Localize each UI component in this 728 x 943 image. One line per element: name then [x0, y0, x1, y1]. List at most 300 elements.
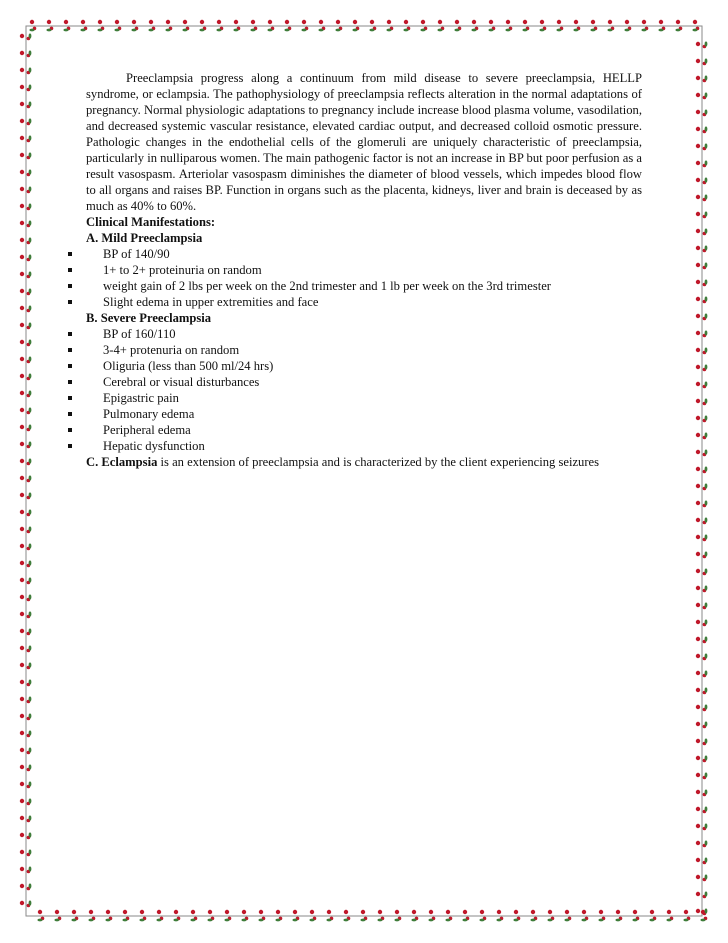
berry-icon	[548, 910, 552, 914]
berry-icon	[20, 629, 24, 633]
leaf-icon	[29, 781, 32, 786]
berry-icon	[20, 816, 24, 820]
leaf-icon	[683, 919, 688, 922]
leaf-icon	[705, 602, 708, 607]
leaf-icon	[705, 721, 708, 726]
leaf-icon	[705, 534, 708, 539]
leaf-icon	[539, 29, 544, 32]
berry-icon	[696, 671, 700, 675]
berry-icon	[696, 841, 700, 845]
leaf-icon	[581, 919, 586, 922]
leaf-icon	[705, 891, 708, 896]
berry-icon	[696, 552, 700, 556]
berry-icon	[696, 467, 700, 471]
leaf-icon	[29, 33, 32, 38]
leaf-icon	[29, 594, 32, 599]
leaf-icon	[488, 29, 493, 32]
leaf-icon	[29, 458, 32, 463]
berry-icon	[696, 620, 700, 624]
leaf-icon	[386, 29, 391, 32]
berry-icon	[319, 20, 323, 24]
leaf-icon	[29, 152, 32, 157]
berry-icon	[20, 340, 24, 344]
leaf-icon	[705, 636, 708, 641]
berry-icon	[225, 910, 229, 914]
berry-icon	[696, 722, 700, 726]
berry-icon	[696, 365, 700, 369]
berry-icon	[696, 382, 700, 386]
leaf-icon	[705, 432, 708, 437]
leaf-icon	[29, 203, 32, 208]
leaf-icon	[224, 919, 229, 922]
leaf-icon	[471, 29, 476, 32]
eclampsia-paragraph	[86, 454, 642, 470]
leaf-icon	[29, 67, 32, 72]
leaf-icon	[522, 29, 527, 32]
berry-icon	[20, 884, 24, 888]
berry-icon	[20, 561, 24, 565]
berry-icon	[20, 289, 24, 293]
berry-icon	[276, 910, 280, 914]
berry-icon	[696, 433, 700, 437]
leaf-icon	[29, 883, 32, 888]
berry-icon	[667, 910, 671, 914]
bullet-icon	[68, 396, 72, 400]
intro-paragraph: Preeclampsia progress along a continuum from mild disease to severe preeclampsia, HELLP syndrome, or eclampsia. The pathophysiology of preeclampsia reflects alteration in the normal adaptations of pregnancy. Normal physiologic adaptations to pregnancy include increase blood plasma volume, vasodilation, and decreased systemic vascular resistance, elevated cardiac output, and decreased colloid osmotic pressure. Pathologic changes in the endothelial cells of the glomeruli are uniquely characteristic of preeclampsia, particularly in nulliparous women. The main pathogenic factor is not an increase in BP but poor perfusion as a result vasospasm. Arteriolar vasospasm diminishes the diameter of blood vessels, which impedes blood flow to all organs and raises BP. Function in organs such as the placenta, kidneys, liver and brain is deceased by as much as 40% to 60%.	[86, 71, 642, 213]
berry-icon	[30, 20, 34, 24]
berry-icon	[591, 20, 595, 24]
berry-icon	[106, 910, 110, 914]
leaf-icon	[705, 160, 708, 165]
leaf-icon	[258, 919, 263, 922]
leaf-icon	[199, 29, 204, 32]
berry-icon	[191, 910, 195, 914]
berry-icon	[38, 910, 42, 914]
leaf-icon	[411, 919, 416, 922]
leaf-icon	[705, 738, 708, 743]
berry-icon	[217, 20, 221, 24]
leaf-icon	[190, 919, 195, 922]
leaf-icon	[705, 670, 708, 675]
leaf-icon	[29, 764, 32, 769]
berry-icon	[523, 20, 527, 24]
leaf-icon	[462, 919, 467, 922]
leaf-icon	[309, 919, 314, 922]
berry-icon	[20, 578, 24, 582]
leaf-icon	[233, 29, 238, 32]
leaf-icon	[705, 41, 708, 46]
berry-icon	[302, 20, 306, 24]
mild-preeclampsia-heading: A. Mild Preeclampsia	[86, 231, 203, 245]
leaf-icon	[46, 29, 51, 32]
berry-icon	[20, 272, 24, 276]
berry-icon	[696, 144, 700, 148]
berry-icon	[89, 910, 93, 914]
leaf-icon	[29, 186, 32, 191]
berry-icon	[608, 20, 612, 24]
berry-icon	[20, 442, 24, 446]
leaf-icon	[29, 356, 32, 361]
leaf-icon	[705, 228, 708, 233]
berry-icon	[696, 654, 700, 658]
leaf-icon	[301, 29, 306, 32]
leaf-icon	[641, 29, 646, 32]
leaf-icon	[705, 585, 708, 590]
leaf-icon	[692, 29, 697, 32]
berry-icon	[684, 910, 688, 914]
leaf-icon	[29, 713, 32, 718]
list-item: Peripheral edema	[86, 422, 642, 438]
leaf-icon	[705, 874, 708, 879]
leaf-icon	[284, 29, 289, 32]
leaf-icon	[29, 849, 32, 854]
leaf-icon	[705, 823, 708, 828]
berry-icon	[378, 910, 382, 914]
berry-icon	[696, 280, 700, 284]
leaf-icon	[705, 619, 708, 624]
leaf-icon	[29, 441, 32, 446]
leaf-icon	[705, 330, 708, 335]
berry-icon	[20, 765, 24, 769]
berry-icon	[696, 603, 700, 607]
berry-icon	[696, 705, 700, 709]
berry-icon	[20, 663, 24, 667]
bullet-icon	[68, 332, 72, 336]
berry-icon	[336, 20, 340, 24]
leaf-icon	[29, 492, 32, 497]
berry-icon	[696, 314, 700, 318]
berry-icon	[480, 910, 484, 914]
berry-icon	[696, 875, 700, 879]
berry-icon	[696, 450, 700, 454]
berry-icon	[693, 20, 697, 24]
leaf-icon	[624, 29, 629, 32]
berry-icon	[20, 102, 24, 106]
berry-icon	[696, 773, 700, 777]
leaf-icon	[29, 220, 32, 225]
berry-icon	[696, 76, 700, 80]
leaf-icon	[420, 29, 425, 32]
leaf-icon	[428, 919, 433, 922]
leaf-icon	[403, 29, 408, 32]
list-item: Pulmonary edema	[86, 406, 642, 422]
leaf-icon	[705, 58, 708, 63]
leaf-icon	[705, 840, 708, 845]
leaf-icon	[705, 466, 708, 471]
berry-icon	[696, 348, 700, 352]
leaf-icon	[705, 347, 708, 352]
leaf-icon	[29, 322, 32, 327]
leaf-icon	[564, 919, 569, 922]
leaf-icon	[207, 919, 212, 922]
berry-icon	[72, 910, 76, 914]
bullet-icon	[68, 348, 72, 352]
berry-icon	[565, 910, 569, 914]
berry-icon	[20, 153, 24, 157]
berry-icon	[361, 910, 365, 914]
berry-icon	[446, 910, 450, 914]
berry-icon	[696, 858, 700, 862]
leaf-icon	[556, 29, 561, 32]
berry-icon	[115, 20, 119, 24]
berry-icon	[81, 20, 85, 24]
leaf-icon	[29, 271, 32, 276]
leaf-icon	[29, 84, 32, 89]
berry-icon	[642, 20, 646, 24]
leaf-icon	[54, 919, 59, 922]
berry-icon	[20, 697, 24, 701]
leaf-icon	[705, 908, 708, 913]
list-item: 3-4+ protenuria on random	[86, 342, 642, 358]
berry-icon	[696, 110, 700, 114]
bullet-icon	[68, 364, 72, 368]
leaf-icon	[29, 169, 32, 174]
berry-icon	[696, 569, 700, 573]
berry-icon	[20, 119, 24, 123]
leaf-icon	[156, 919, 161, 922]
berry-icon	[696, 807, 700, 811]
berry-icon	[20, 255, 24, 259]
leaf-icon	[29, 373, 32, 378]
berry-icon	[489, 20, 493, 24]
berry-icon	[696, 263, 700, 267]
leaf-icon	[705, 806, 708, 811]
leaf-icon	[292, 919, 297, 922]
berry-icon	[20, 323, 24, 327]
berry-icon	[310, 910, 314, 914]
leaf-icon	[705, 857, 708, 862]
berry-icon	[696, 739, 700, 743]
leaf-icon	[705, 449, 708, 454]
berry-icon	[497, 910, 501, 914]
berry-icon	[696, 399, 700, 403]
leaf-icon	[705, 177, 708, 182]
leaf-icon	[505, 29, 510, 32]
leaf-icon	[666, 919, 671, 922]
berry-icon	[293, 910, 297, 914]
leaf-icon	[705, 483, 708, 488]
berry-icon	[676, 20, 680, 24]
leaf-icon	[63, 29, 68, 32]
leaf-icon	[29, 645, 32, 650]
berry-icon	[174, 910, 178, 914]
berry-icon	[574, 20, 578, 24]
berry-icon	[463, 910, 467, 914]
leaf-icon	[705, 262, 708, 267]
berry-icon	[696, 501, 700, 505]
leaf-icon	[29, 662, 32, 667]
berry-icon	[55, 910, 59, 914]
berry-icon	[696, 331, 700, 335]
berry-icon	[395, 910, 399, 914]
berry-icon	[696, 688, 700, 692]
leaf-icon	[97, 29, 102, 32]
berry-icon	[387, 20, 391, 24]
berry-icon	[64, 20, 68, 24]
leaf-icon	[352, 29, 357, 32]
berry-icon	[20, 680, 24, 684]
bullet-icon	[68, 444, 72, 448]
leaf-icon	[705, 211, 708, 216]
leaf-icon	[369, 29, 374, 32]
leaf-icon	[649, 919, 654, 922]
berry-icon	[140, 910, 144, 914]
berry-icon	[696, 824, 700, 828]
berry-icon	[20, 731, 24, 735]
berry-icon	[285, 20, 289, 24]
leaf-icon	[29, 526, 32, 531]
berry-icon	[259, 910, 263, 914]
berry-icon	[20, 901, 24, 905]
leaf-icon	[705, 194, 708, 199]
leaf-icon	[530, 919, 535, 922]
berry-icon	[20, 357, 24, 361]
berry-icon	[696, 246, 700, 250]
leaf-icon	[29, 730, 32, 735]
berry-icon	[20, 748, 24, 752]
berry-icon	[242, 910, 246, 914]
leaf-icon	[216, 29, 221, 32]
berry-icon	[20, 612, 24, 616]
berry-icon	[166, 20, 170, 24]
leaf-icon	[607, 29, 612, 32]
severe-preeclampsia-list	[86, 326, 642, 454]
leaf-icon	[80, 29, 85, 32]
leaf-icon	[29, 50, 32, 55]
eclampsia-text: is an extension of preeclampsia and is characterized by the client experiencing seizures	[157, 455, 600, 469]
leaf-icon	[148, 29, 153, 32]
berry-icon	[696, 756, 700, 760]
berry-icon	[696, 93, 700, 97]
leaf-icon	[705, 500, 708, 505]
berry-icon	[531, 910, 535, 914]
berry-icon	[20, 51, 24, 55]
leaf-icon	[29, 101, 32, 106]
leaf-icon	[705, 789, 708, 794]
leaf-icon	[705, 245, 708, 250]
berry-icon	[20, 867, 24, 871]
list-item: Oliguria (less than 500 ml/24 hrs)	[86, 358, 642, 374]
berry-icon	[20, 595, 24, 599]
berry-icon	[696, 535, 700, 539]
leaf-icon	[513, 919, 518, 922]
berry-icon	[696, 416, 700, 420]
bullet-icon	[68, 284, 72, 288]
berry-icon	[625, 20, 629, 24]
leaf-icon	[241, 919, 246, 922]
berry-icon	[20, 170, 24, 174]
leaf-icon	[705, 772, 708, 777]
leaf-icon	[394, 919, 399, 922]
leaf-icon	[37, 919, 42, 922]
leaf-icon	[29, 628, 32, 633]
berry-icon	[353, 20, 357, 24]
leaf-icon	[705, 517, 708, 522]
berry-icon	[200, 20, 204, 24]
berry-icon	[696, 161, 700, 165]
list-item: Cerebral or visual disturbances	[86, 374, 642, 390]
leaf-icon	[29, 509, 32, 514]
berry-icon	[20, 714, 24, 718]
leaf-icon	[139, 919, 144, 922]
berry-icon	[696, 195, 700, 199]
leaf-icon	[675, 29, 680, 32]
berry-icon	[20, 238, 24, 242]
leaf-icon	[705, 568, 708, 573]
leaf-icon	[705, 687, 708, 692]
leaf-icon	[705, 75, 708, 80]
berry-icon	[659, 20, 663, 24]
berry-icon	[344, 910, 348, 914]
berry-icon	[251, 20, 255, 24]
berry-icon	[20, 391, 24, 395]
berry-icon	[20, 833, 24, 837]
leaf-icon	[122, 919, 127, 922]
leaf-icon	[705, 551, 708, 556]
leaf-icon	[705, 381, 708, 386]
leaf-icon	[343, 919, 348, 922]
berry-icon	[20, 204, 24, 208]
berry-icon	[506, 20, 510, 24]
leaf-icon	[705, 415, 708, 420]
berry-icon	[98, 20, 102, 24]
leaf-icon	[615, 919, 620, 922]
list-item: Hepatic dysfunction	[86, 438, 642, 454]
leaf-icon	[377, 919, 382, 922]
leaf-icon	[590, 29, 595, 32]
berry-icon	[696, 909, 700, 913]
berry-icon	[20, 510, 24, 514]
bullet-icon	[68, 300, 72, 304]
leaf-icon	[573, 29, 578, 32]
leaf-icon	[705, 92, 708, 97]
leaf-icon	[437, 29, 442, 32]
berry-icon	[183, 20, 187, 24]
list-item: 1+ to 2+ proteinuria on random	[86, 262, 642, 278]
berry-icon	[696, 484, 700, 488]
leaf-icon	[29, 543, 32, 548]
berry-icon	[472, 20, 476, 24]
list-item: BP of 140/90	[86, 246, 642, 262]
bullet-icon	[68, 428, 72, 432]
leaf-icon	[29, 135, 32, 140]
leaf-icon	[29, 560, 32, 565]
berry-icon	[20, 493, 24, 497]
berry-icon	[20, 646, 24, 650]
leaf-icon	[496, 919, 501, 922]
berry-icon	[20, 408, 24, 412]
berry-icon	[20, 34, 24, 38]
leaf-icon	[29, 118, 32, 123]
leaf-icon	[29, 832, 32, 837]
leaf-icon	[705, 364, 708, 369]
leaf-icon	[29, 815, 32, 820]
berry-icon	[370, 20, 374, 24]
berry-icon	[20, 476, 24, 480]
berry-icon	[696, 790, 700, 794]
leaf-icon	[29, 407, 32, 412]
berry-icon	[696, 59, 700, 63]
leaf-icon	[705, 755, 708, 760]
berry-icon	[47, 20, 51, 24]
leaf-icon	[131, 29, 136, 32]
berry-icon	[123, 910, 127, 914]
berry-icon	[20, 306, 24, 310]
berry-icon	[514, 910, 518, 914]
leaf-icon	[700, 919, 705, 922]
leaf-icon	[705, 143, 708, 148]
berry-icon	[599, 910, 603, 914]
